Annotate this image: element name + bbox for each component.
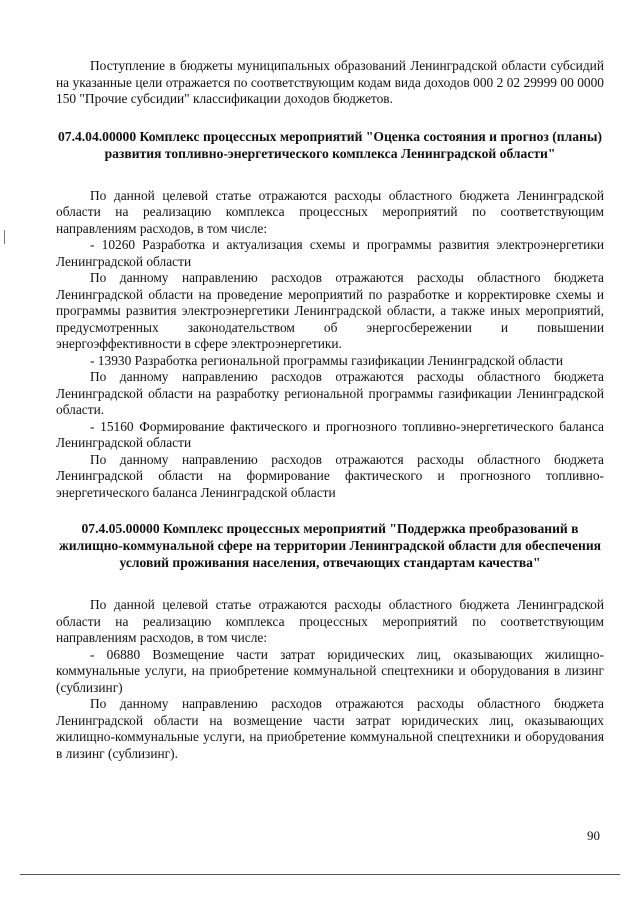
- direction-code-15160: - 15160 Формирование фактического и прогнозного топливно-энергетического баланса Ленинградской области: [56, 418, 604, 450]
- direction-desc-06880: По данному направлению расходов отражаются расходы областного бюджета Ленинградской области на возмещение части затрат юридических лиц, оказывающих жилищно-коммунальные услуги, на приобретение коммунальной спецтехники и оборудования в лизинг (сублизинг).: [56, 696, 604, 761]
- section-heading-07-4-04: 07.4.04.00000 Комплекс процессных мероприятий "Оценка состояния и прогноз (планы) развития топливно-энергетического комплекса Ленинградской области": [57, 128, 602, 161]
- direction-desc-15160: По данному направлению расходов отражаются расходы областного бюджета Ленинградской области на формирование фактического и прогнозного топливно-энергетического баланса Ленинградской области: [56, 451, 604, 500]
- direction-desc-10260: По данному направлению расходов отражаются расходы областного бюджета Ленинградской области на проведение мероприятий по разработке и корректировке схемы и программы развития электроэнергетики Ленинградской области, а также иных мероприятий, предусмотренных законодательством об энергосбережении и повышении энергоэффективности в сфере электроэнергетики.: [56, 270, 604, 351]
- direction-code-10260: - 10260 Разработка и актуализация схемы и программы развития электроэнергетики Ленинградской области: [56, 237, 604, 269]
- page-number: 90: [587, 828, 600, 843]
- footer-rule: [20, 874, 620, 875]
- direction-code-06880: - 06880 Возмещение части затрат юридических лиц, оказывающих жилищно-коммунальные услуги, на приобретение коммунальной спецтехники и оборудования в лизинг (сублизинг): [56, 646, 604, 695]
- section-heading-07-4-05: 07.4.05.00000 Комплекс процессных мероприятий "Поддержка преобразований в жилищно-коммунальной сфере на территории Ленинградской области для обеспечения условий проживания населения, отвечающих стандартам качества": [58, 521, 602, 570]
- direction-code-13930: - 13930 Разработка региональной программы газификации Ленинградской области: [90, 352, 564, 368]
- scan-margin-mark: [4, 230, 5, 244]
- section-lead: По данной целевой статье отражаются расходы областного бюджета Ленинградской области на реализацию комплекса процессных мероприятий по соответствующим направлениям расходов, в том числе:: [56, 187, 604, 236]
- document-page: [56, 58, 604, 762]
- section-lead: По данной целевой статье отражаются расходы областного бюджета Ленинградской области на реализацию комплекса процессных мероприятий по соответствующим направлениям расходов, в том числе:: [56, 597, 604, 645]
- intro-paragraph: Поступление в бюджеты муниципальных образований Ленинградской области субсидий на указанные цели отражается по соответствующим кодам вида доходов 000 2 02 29999 00 0000 150 "Прочие субсидии" классификации доходов бюджетов.: [56, 58, 604, 106]
- direction-desc-13930: По данному направлению расходов отражаются расходы областного бюджета Ленинградской области на разработку региональной программы газификации Ленинградской области.: [56, 369, 604, 417]
